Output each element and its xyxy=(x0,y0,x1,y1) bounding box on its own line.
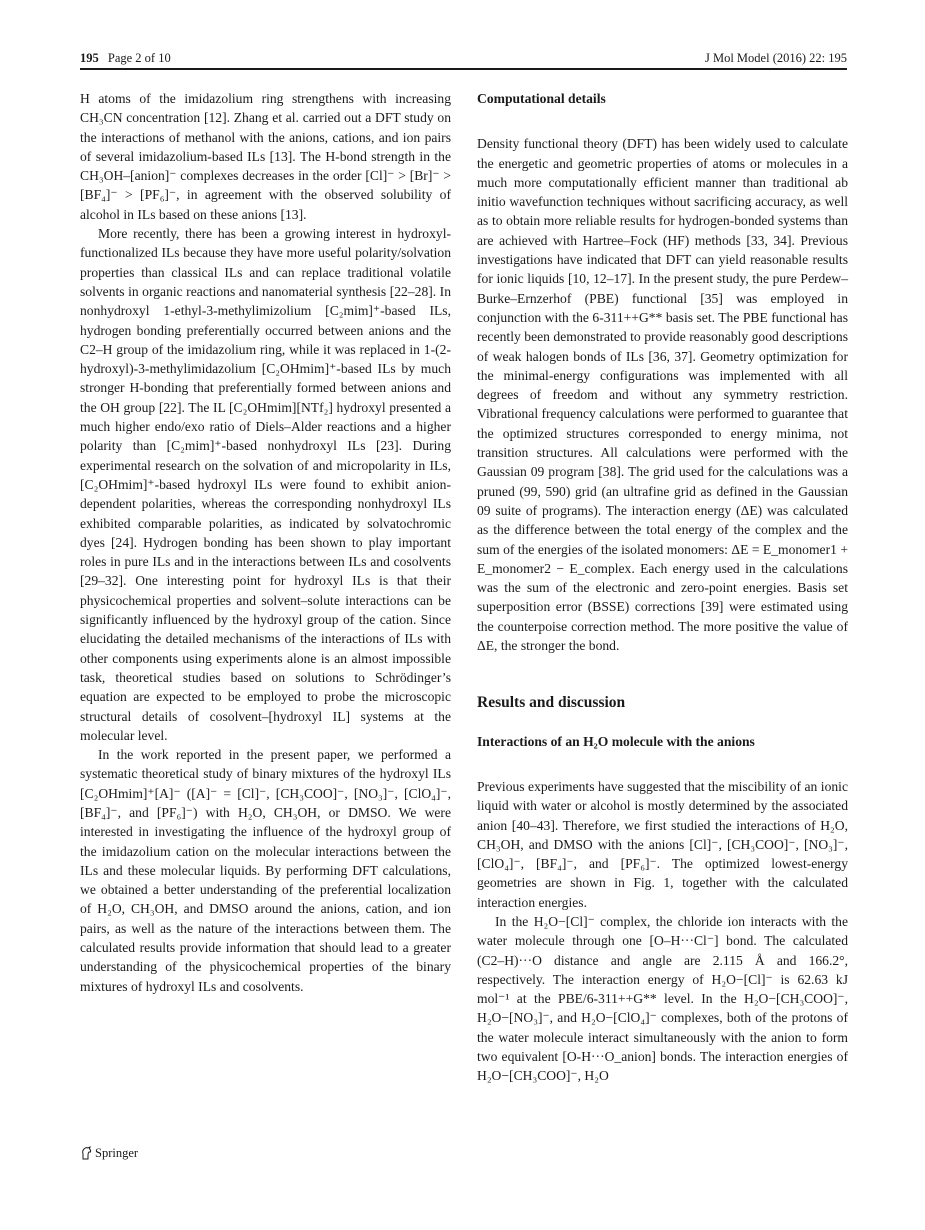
paragraph: More recently, there has been a growing interest in hydroxyl-functionalized ILs because they have more useful polarity/solvation properties than classical ILs and can replace traditional volatile solvents in organic reactions and nanomaterial synthesis [22–28]. In nonhydroxyl 1-ethyl-3-methylimizolium [C₂mim]⁺-based ILs, hydrogen bonding preferentially occurred between anions and the C2–H group of the imidazolium ring, while it was replaced in 1-(2-hydroxyl)-3-methylimidazolium [C₂OHmim]⁺-based ILs by much stronger H-bonding that preferentially formed between anions and the OH group [22]. The IL [C₂OHmim][NTf₂] hydroxyl presented a much higher endo/exo ratio of Diels–Alder reactions and a higher polarity than [C₂mim]⁺-based nonhydroxyl ILs [23]. During experimental research on the solvation of and micropolarity in ILs, [C₂OHmim]⁺-based hydroxyl ILs were found to exhibit anion-dependent polarities, whereas the corresponding nonhydroxyl ILs exhibited comparable polarities, as indicated by solvatochromic dyes [24]. Hydrogen bonding has been shown to play important roles in pure ILs and in the interactions between ILs and cosolvents [29–32]. One interesting point for hydroxyl ILs is that their physicochemical properties and solvent–solute interactions can be significantly influenced by the hydroxyl group of the cation. Since elucidating the detailed mechanisms of the interactions of ILs with other components using experiments alone is an almost impossible task, theoretical studies based on solutions to Schrödinger’s equation are expected to be employed to probe the microscopic structural details of cosolvent–[hydroxyl IL] systems at the molecular level. xyxy=(80,226,451,743)
paragraph: H atoms of the imidazolium ring strengthens with increasing CH₃CN concentration [12]. Zhang et al. carried out a DFT study on the interactions of methanol with the anions, cations, and ion pairs of several imidazolium-based ILs [13]. The H-bond strength in the CH₃OH–[anion]⁻ complexes decreases in the order [Cl]⁻ > [Br]⁻ > [BF₄]⁻ > [PF₆]⁻, in agreement with the observed solubility of alcohol in ILs based on these anions [13]. xyxy=(80,91,451,222)
paragraph: Previous experiments have suggested that the miscibility of an ionic liquid with water or alcohol is mostly determined by the associated anion [40–43]. Therefore, we first studied the interactions of H₂O, CH₃OH, and DMSO with the anions [Cl]⁻, [CH₃COO]⁻, [NO₃]⁻, [ClO₄]⁻, [BF₄]⁻, and [PF₆]⁻. The optimized lowest-energy geometries are shown in Fig. 1, together with the calculated interaction energies. xyxy=(477,778,848,910)
publisher-name: Springer xyxy=(95,1146,139,1160)
journal-citation: J Mol Model (2016) 22: 195 xyxy=(704,51,847,65)
paragraph: In the work reported in the present paper, we performed a systematic theoretical study of binary mixtures of the hydroxyl ILs [C₂OHmim]⁺[A]⁻ ([A]⁻ = [Cl]⁻, [CH₃COO]⁻, [NO₃]⁻, [ClO₄]⁻, [BF₄]⁻, and [PF₆]⁻) with H₂O, CH₃OH, or DMSO. We were interested in investigating the influence of the hydroxyl group of the imidazolium cation on the molecular interactions between the ILs and these molecular liquids. By performing DFT calculations, we obtained a better understanding of the preferential localization of H₂O, CH₃OH, and DMSO around the anions, cation, and ion pairs, as well as the nature of the interactions between them. The calculated results provide information that should lead to a greater understanding of the physicochemical properties of the binary mixtures of hydroxyl ILs and cosolvents. xyxy=(80,747,451,994)
header-rule xyxy=(80,68,847,70)
subsection-heading: Interactions of an H₂O molecule with the anions xyxy=(477,733,755,749)
left-column xyxy=(80,89,451,996)
page-label: Page 2 of 10 xyxy=(107,51,171,65)
section-heading-results: Results and discussion xyxy=(477,694,626,712)
running-header xyxy=(80,50,847,70)
paragraph: Density functional theory (DFT) has been widely used to calculate the energetic and geometric properties of atoms or molecules in a much more computationally efficient manner than traditional ab initio wavefunction techniques without sacrificing accuracy, as well as to obtain more reliable results for hydrogen-bonded systems than are achieved with Hartree–Fock (HF) methods [33, 34]. Previous investigations have indicated that DFT can yield reasonable results for ionic liquids [10, 12–17]. In the present study, the pure Perdew–Burke–Ernzerhof (PBE) functional [35] was employed in conjunction with the 6-311++G** basis set. The PBE functional has recently been demonstrated to provide reasonably good descriptions of weak halogen bonds of ILs [36, 37]. Geometry optimization for the minimal-energy configurations was implemented with all degrees of freedom and without any symmetry restriction. Vibrational frequency calculations were performed to guarantee that the optimized structures corresponded to energy minima, not transition structures. All calculations were performed with the Gaussian 09 program [38]. The grid used for the calculations was a pruned (99, 590) grid (an ultrafine grid as defined in the Gaussian 09 suite of programs). The interaction energy (ΔE) was calculated as the difference between the total energy of the complex and the sum of the energies of the isolated monomers: ΔE = E_monomer1 + E_monomer2 − E_complex. Each energy used in the calculations was the sum of the electronic and zero-point energies. Basis set superposition error (BSSE) corrections [39] were estimated using the counterpoise correction method. The more positive the value of ΔE, the stronger the bond. xyxy=(477,136,848,654)
right-column xyxy=(477,89,848,1086)
springer-horse-icon xyxy=(80,1146,92,1160)
paragraph: In the H₂O−[Cl]⁻ complex, the chloride ion interacts with the water molecule through one [O–H···Cl⁻] bond. The calculated (C2–H)···O distance and angle are 2.115 Å and 166.2°, respectively. The interaction energy of H₂O−[Cl]⁻ is 62.63 kJ mol⁻¹ at the PBE/6-311++G** level. In the H₂O−[CH₃COO]⁻, H₂O−[NO₃]⁻, and H₂O−[ClO₄]⁻ complexes, both of the protons of the water molecule interact simultaneously with the anion to form two equivalent [O-H···O_anion] bonds. The interaction energies of H₂O−[CH₃COO]⁻, H₂O xyxy=(477,913,848,1084)
page-footer xyxy=(80,1144,138,1162)
page-number: 195 xyxy=(80,51,99,65)
section-heading-computational: Computational details xyxy=(477,91,606,106)
